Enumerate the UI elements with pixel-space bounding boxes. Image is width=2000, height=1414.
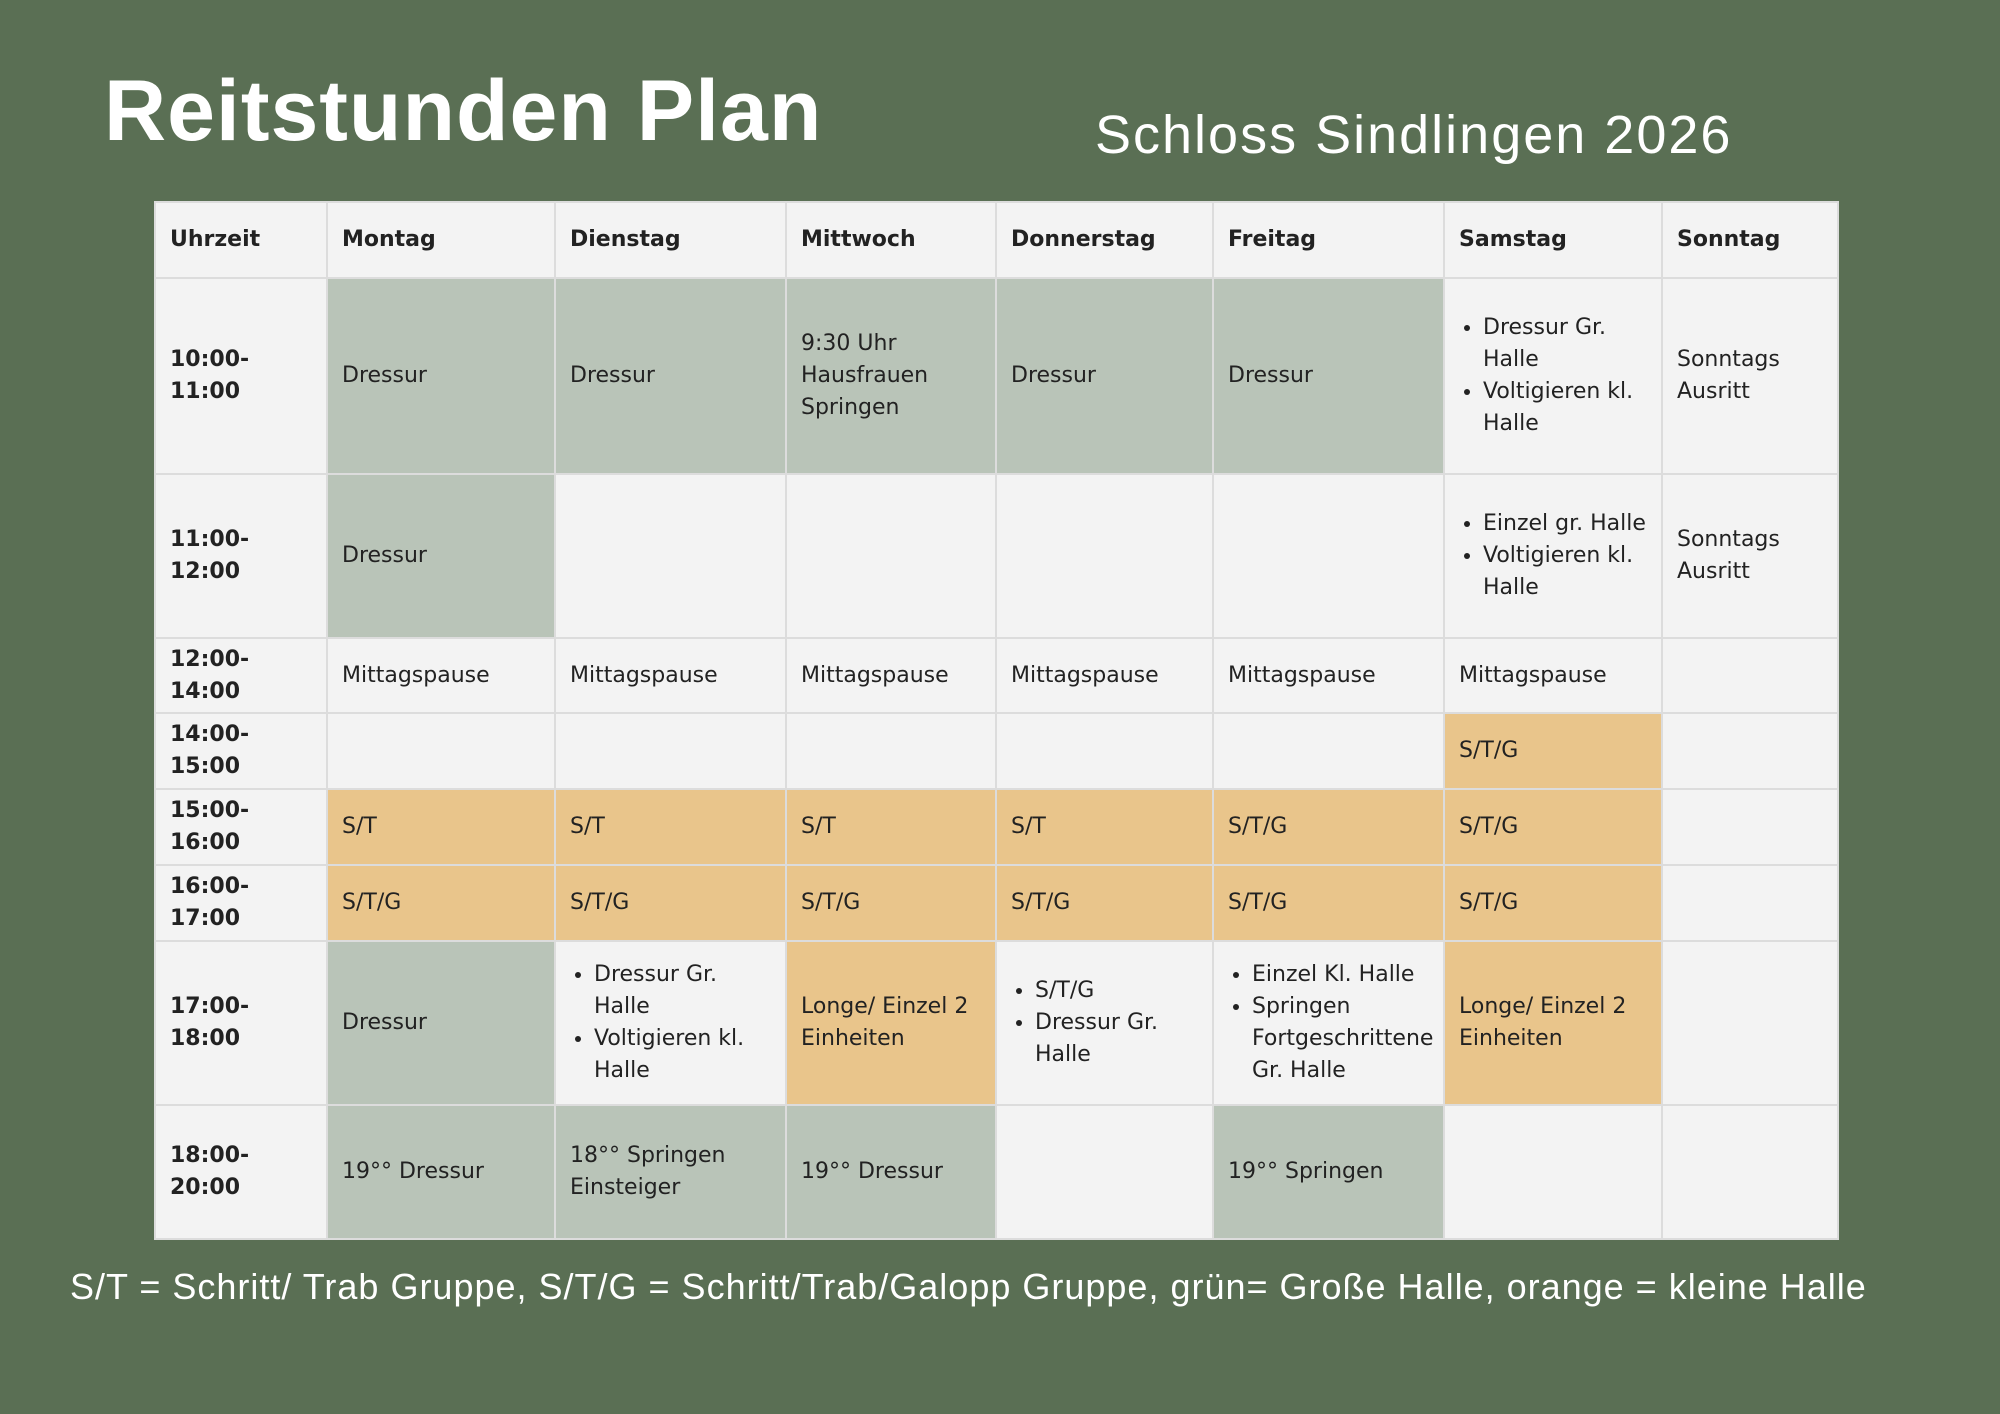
- saturday-cell: [1444, 474, 1662, 638]
- monday-cell: S/T/G: [327, 865, 555, 941]
- wednesday-cell: S/T: [786, 789, 996, 865]
- friday-cell: [1213, 474, 1444, 638]
- list-item: • Voltigieren kl. Halle: [594, 1023, 771, 1087]
- thursday-cell: [996, 474, 1213, 638]
- list-item: • Einzel Kl. Halle: [1252, 959, 1429, 991]
- sunday-cell: [1662, 865, 1838, 941]
- table-row: [155, 713, 1838, 789]
- page-title: Reitstunden Plan: [104, 63, 823, 159]
- friday-cell: S/T/G: [1213, 865, 1444, 941]
- header-saturday: Samstag: [1444, 202, 1662, 278]
- sunday-cell: Sonntags Ausritt: [1662, 278, 1838, 474]
- wednesday-cell: 9:30 Uhr Hausfrauen Springen: [786, 278, 996, 474]
- time-cell: 12:00-14:00: [155, 638, 327, 713]
- tuesday-cell: S/T: [555, 789, 786, 865]
- monday-cell: Mittagspause: [327, 638, 555, 713]
- list-item: • S/T/G: [1035, 975, 1198, 1007]
- time-cell: 14:00-15:00: [155, 713, 327, 789]
- table-row: [155, 474, 1838, 638]
- wednesday-cell: [786, 713, 996, 789]
- time-cell: 18:00-20:00: [155, 1105, 327, 1239]
- time-cell: 11:00-12:00: [155, 474, 327, 638]
- saturday-cell: Longe/ Einzel 2 Einheiten: [1444, 941, 1662, 1105]
- thursday-cell: S/T/G: [996, 865, 1213, 941]
- sunday-cell: [1662, 638, 1838, 713]
- legend-footer: S/T = Schritt/ Trab Gruppe, S/T/G = Schritt/Trab/Galopp Gruppe, grün= Große Halle, orange = kleine Halle: [70, 1266, 1867, 1307]
- thursday-cell: S/T: [996, 789, 1213, 865]
- sunday-cell: [1662, 713, 1838, 789]
- list-item: • Voltigieren kl. Halle: [1483, 540, 1647, 604]
- sunday-cell: [1662, 1105, 1838, 1239]
- friday-cell: [1213, 941, 1444, 1105]
- friday-cell: 19°° Springen: [1213, 1105, 1444, 1239]
- sunday-cell: Sonntags Ausritt: [1662, 474, 1838, 638]
- saturday-cell: S/T/G: [1444, 713, 1662, 789]
- monday-cell: Dressur: [327, 474, 555, 638]
- wednesday-cell: Mittagspause: [786, 638, 996, 713]
- monday-cell: S/T: [327, 789, 555, 865]
- saturday-cell: [1444, 1105, 1662, 1239]
- wednesday-cell: Longe/ Einzel 2 Einheiten: [786, 941, 996, 1105]
- friday-cell: S/T/G: [1213, 789, 1444, 865]
- list-item: • Dressur Gr. Halle: [594, 959, 771, 1023]
- table-row: [155, 638, 1838, 713]
- table-row: [155, 789, 1838, 865]
- saturday-cell: S/T/G: [1444, 865, 1662, 941]
- schedule-table: [154, 201, 1839, 1240]
- tuesday-cell: [555, 474, 786, 638]
- page-subtitle: Schloss Sindlingen 2026: [1095, 105, 1733, 165]
- time-cell: 10:00-11:00: [155, 278, 327, 474]
- table-row: [155, 941, 1838, 1105]
- thursday-cell: Mittagspause: [996, 638, 1213, 713]
- thursday-cell: Dressur: [996, 278, 1213, 474]
- time-cell: 16:00-17:00: [155, 865, 327, 941]
- header-time: Uhrzeit: [155, 202, 327, 278]
- monday-cell: Dressur: [327, 941, 555, 1105]
- thursday-cell: [996, 713, 1213, 789]
- header-tuesday: Dienstag: [555, 202, 786, 278]
- saturday-cell: S/T/G: [1444, 789, 1662, 865]
- table-row: [155, 278, 1838, 474]
- saturday-cell: [1444, 278, 1662, 474]
- header-friday: Freitag: [1213, 202, 1444, 278]
- tuesday-cell: [555, 941, 786, 1105]
- time-cell: 15:00-16:00: [155, 789, 327, 865]
- wednesday-cell: [786, 474, 996, 638]
- header-monday: Montag: [327, 202, 555, 278]
- tuesday-cell: [555, 713, 786, 789]
- list-item: • Springen Fortgeschrittene Gr. Halle: [1252, 991, 1429, 1087]
- list-item: • Einzel gr. Halle: [1483, 508, 1647, 540]
- header-row: [155, 202, 1838, 278]
- list-item: • Dressur Gr. Halle: [1035, 1007, 1198, 1071]
- header-thursday: Donnerstag: [996, 202, 1213, 278]
- wednesday-cell: 19°° Dressur: [786, 1105, 996, 1239]
- saturday-cell: Mittagspause: [1444, 638, 1662, 713]
- header-wednesday: Mittwoch: [786, 202, 996, 278]
- monday-cell: 19°° Dressur: [327, 1105, 555, 1239]
- monday-cell: [327, 713, 555, 789]
- tuesday-cell: Mittagspause: [555, 638, 786, 713]
- list-item: • Voltigieren kl. Halle: [1483, 376, 1647, 440]
- monday-cell: Dressur: [327, 278, 555, 474]
- time-cell: 17:00-18:00: [155, 941, 327, 1105]
- wednesday-cell: S/T/G: [786, 865, 996, 941]
- table-row: [155, 1105, 1838, 1239]
- thursday-cell: [996, 1105, 1213, 1239]
- friday-cell: Mittagspause: [1213, 638, 1444, 713]
- tuesday-cell: 18°° Springen Einsteiger: [555, 1105, 786, 1239]
- thursday-cell: [996, 941, 1213, 1105]
- tuesday-cell: S/T/G: [555, 865, 786, 941]
- sunday-cell: [1662, 941, 1838, 1105]
- table-row: [155, 865, 1838, 941]
- list-item: • Dressur Gr. Halle: [1483, 312, 1647, 376]
- sunday-cell: [1662, 789, 1838, 865]
- friday-cell: Dressur: [1213, 278, 1444, 474]
- friday-cell: [1213, 713, 1444, 789]
- tuesday-cell: Dressur: [555, 278, 786, 474]
- header-sunday: Sonntag: [1662, 202, 1838, 278]
